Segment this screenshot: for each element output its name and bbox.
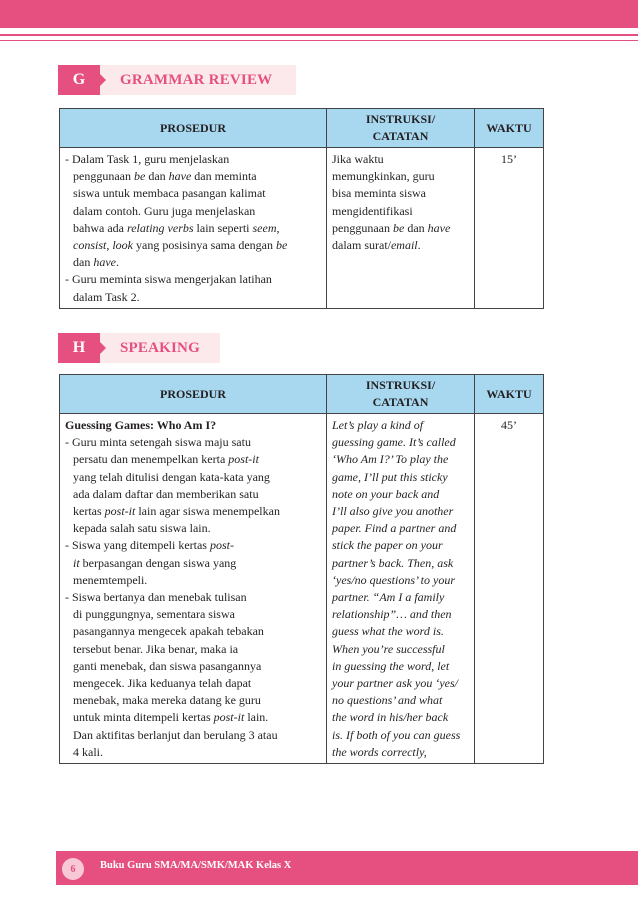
text-line: persatu dan menempelkan kerta post-it <box>73 452 259 467</box>
text-line: bisa meminta siswa <box>332 186 426 201</box>
text-line: no questions’ and what <box>332 693 443 708</box>
waktu-cell: 45’ <box>475 414 544 764</box>
arrow-right-icon <box>100 74 106 86</box>
text-line: paper. Find a partner and <box>332 521 457 536</box>
text-line: Dan aktifitas berlanjut dan berulang 3 atau <box>73 727 278 742</box>
text-line: pasangannya mengecek apakah tebakan <box>73 624 264 639</box>
text-line: ‘yes/no questions’ to your <box>332 572 455 587</box>
text-line: - Guru minta setengah siswa maju satu <box>65 435 251 450</box>
text-line: guess what the word is. <box>332 624 444 639</box>
section-h-letter: H <box>58 333 100 363</box>
waktu-cell: 15’ <box>475 148 544 309</box>
header-instruksi-line: INSTRUKSI/ <box>365 112 436 126</box>
page-number: 6 <box>62 858 84 880</box>
section-g-title: GRAMMAR REVIEW <box>120 72 273 88</box>
text-line: your partner ask you ‘yes/ <box>332 676 458 691</box>
text-line: ganti menebak, dan siswa pasangannya <box>73 658 262 673</box>
text-line: penggunaan be dan have <box>332 220 451 235</box>
text-line: di punggungnya, sementara siswa <box>73 607 235 622</box>
text-line: it berpasangan dengan siswa yang <box>73 555 237 570</box>
text-line: is. If both of you can guess <box>332 727 461 742</box>
table-row <box>60 414 544 764</box>
top-banner <box>0 0 638 28</box>
text-line: 4 kali. <box>73 744 103 759</box>
text-line: menemtempeli. <box>73 572 148 587</box>
grammar-review-table <box>59 108 544 309</box>
text-line: yang telah ditulisi dengan kata-kata yang <box>73 469 270 484</box>
text-line: penggunaan be dan have dan meminta <box>73 169 257 184</box>
section-h-title: SPEAKING <box>120 340 200 356</box>
text-line: dan have. <box>73 255 119 270</box>
text-line: partner. “Am I a family <box>332 590 445 605</box>
text-line: kepada salah satu siswa lain. <box>73 521 211 536</box>
text-line: in guessing the word, let <box>332 658 450 673</box>
text-line: mengidentifikasi <box>332 203 413 218</box>
header-waktu: WAKTU <box>475 375 544 414</box>
text-line: the words correctly, <box>332 744 427 759</box>
text-line: consist, look yang posisinya sama dengan be <box>73 238 288 253</box>
header-instruksi <box>327 109 475 148</box>
text-line: untuk minta ditempeli kertas post-it lain. <box>73 710 269 725</box>
text-line: note on your back and <box>332 486 440 501</box>
text-line: partner’s back. Then, ask <box>332 555 454 570</box>
text-line: mengecek. Jika keduanya telah dapat <box>73 676 252 691</box>
text-line: dalam Task 2. <box>73 289 140 304</box>
text-line: When you’re successful <box>332 641 445 656</box>
prosedur-cell <box>60 148 327 309</box>
text-line: ada dalam daftar dan memberikan satu <box>73 486 259 501</box>
text-line: memungkinkan, guru <box>332 169 435 184</box>
header-instruksi <box>327 375 475 414</box>
text-line: game, I’ll put this sticky <box>332 469 448 484</box>
arrow-right-icon <box>100 342 106 354</box>
catatan-cell <box>327 148 475 309</box>
section-g-header <box>58 65 296 95</box>
header-catatan-line: CATATAN <box>372 129 429 143</box>
header-catatan-line: CATATAN <box>372 395 429 409</box>
text-line: Jika waktu <box>332 152 384 166</box>
table-row <box>60 148 544 309</box>
book-title: Buku Guru SMA/MA/SMK/MAK Kelas X <box>100 860 292 871</box>
table-header-row <box>60 375 544 414</box>
text-line: siswa untuk membaca pasangan kalimat <box>73 186 266 201</box>
header-prosedur: PROSEDUR <box>60 375 327 414</box>
top-rule-thin <box>0 40 638 41</box>
text-line: bahwa ada relating verbs lain seperti seem, <box>73 220 280 235</box>
text-line: the word in his/her back <box>332 710 449 725</box>
catatan-cell <box>327 414 475 764</box>
text-line: I’ll also give you another <box>332 504 454 519</box>
header-waktu: WAKTU <box>475 109 544 148</box>
text-line: tersebut benar. Jika benar, maka ia <box>73 641 239 656</box>
section-g-letter: G <box>58 65 100 95</box>
text-line: ‘Who Am I?’ To play the <box>332 452 449 467</box>
text-line: kertas post-it lain agar siswa menempelkan <box>73 504 280 519</box>
prosedur-cell <box>60 414 327 764</box>
speaking-table <box>59 374 544 764</box>
game-title: Guessing Games: Who Am I? <box>65 418 217 432</box>
header-prosedur: PROSEDUR <box>60 109 327 148</box>
header-instruksi-line: INSTRUKSI/ <box>365 378 436 392</box>
section-h-header <box>58 333 220 363</box>
text-line: - Siswa bertanya dan menebak tulisan <box>65 590 247 605</box>
text-line: - Guru meminta siswa mengerjakan latihan <box>65 272 272 287</box>
table-header-row <box>60 109 544 148</box>
text-line: guessing game. It’s called <box>332 435 456 450</box>
top-rule <box>0 34 638 36</box>
text-line: stick the paper on your <box>332 538 443 553</box>
text-line: - Siswa yang ditempeli kertas post- <box>65 538 234 553</box>
text-line: dalam surat/email. <box>332 238 421 253</box>
text-line: - Dalam Task 1, guru menjelaskan <box>65 152 230 166</box>
text-line: dalam contoh. Guru juga menjelaskan <box>73 203 256 218</box>
text-line: relationship”… and then <box>332 607 452 622</box>
text-line: Let’s play a kind of <box>332 418 424 432</box>
text-line: menebak, maka mereka datang ke guru <box>73 693 261 708</box>
